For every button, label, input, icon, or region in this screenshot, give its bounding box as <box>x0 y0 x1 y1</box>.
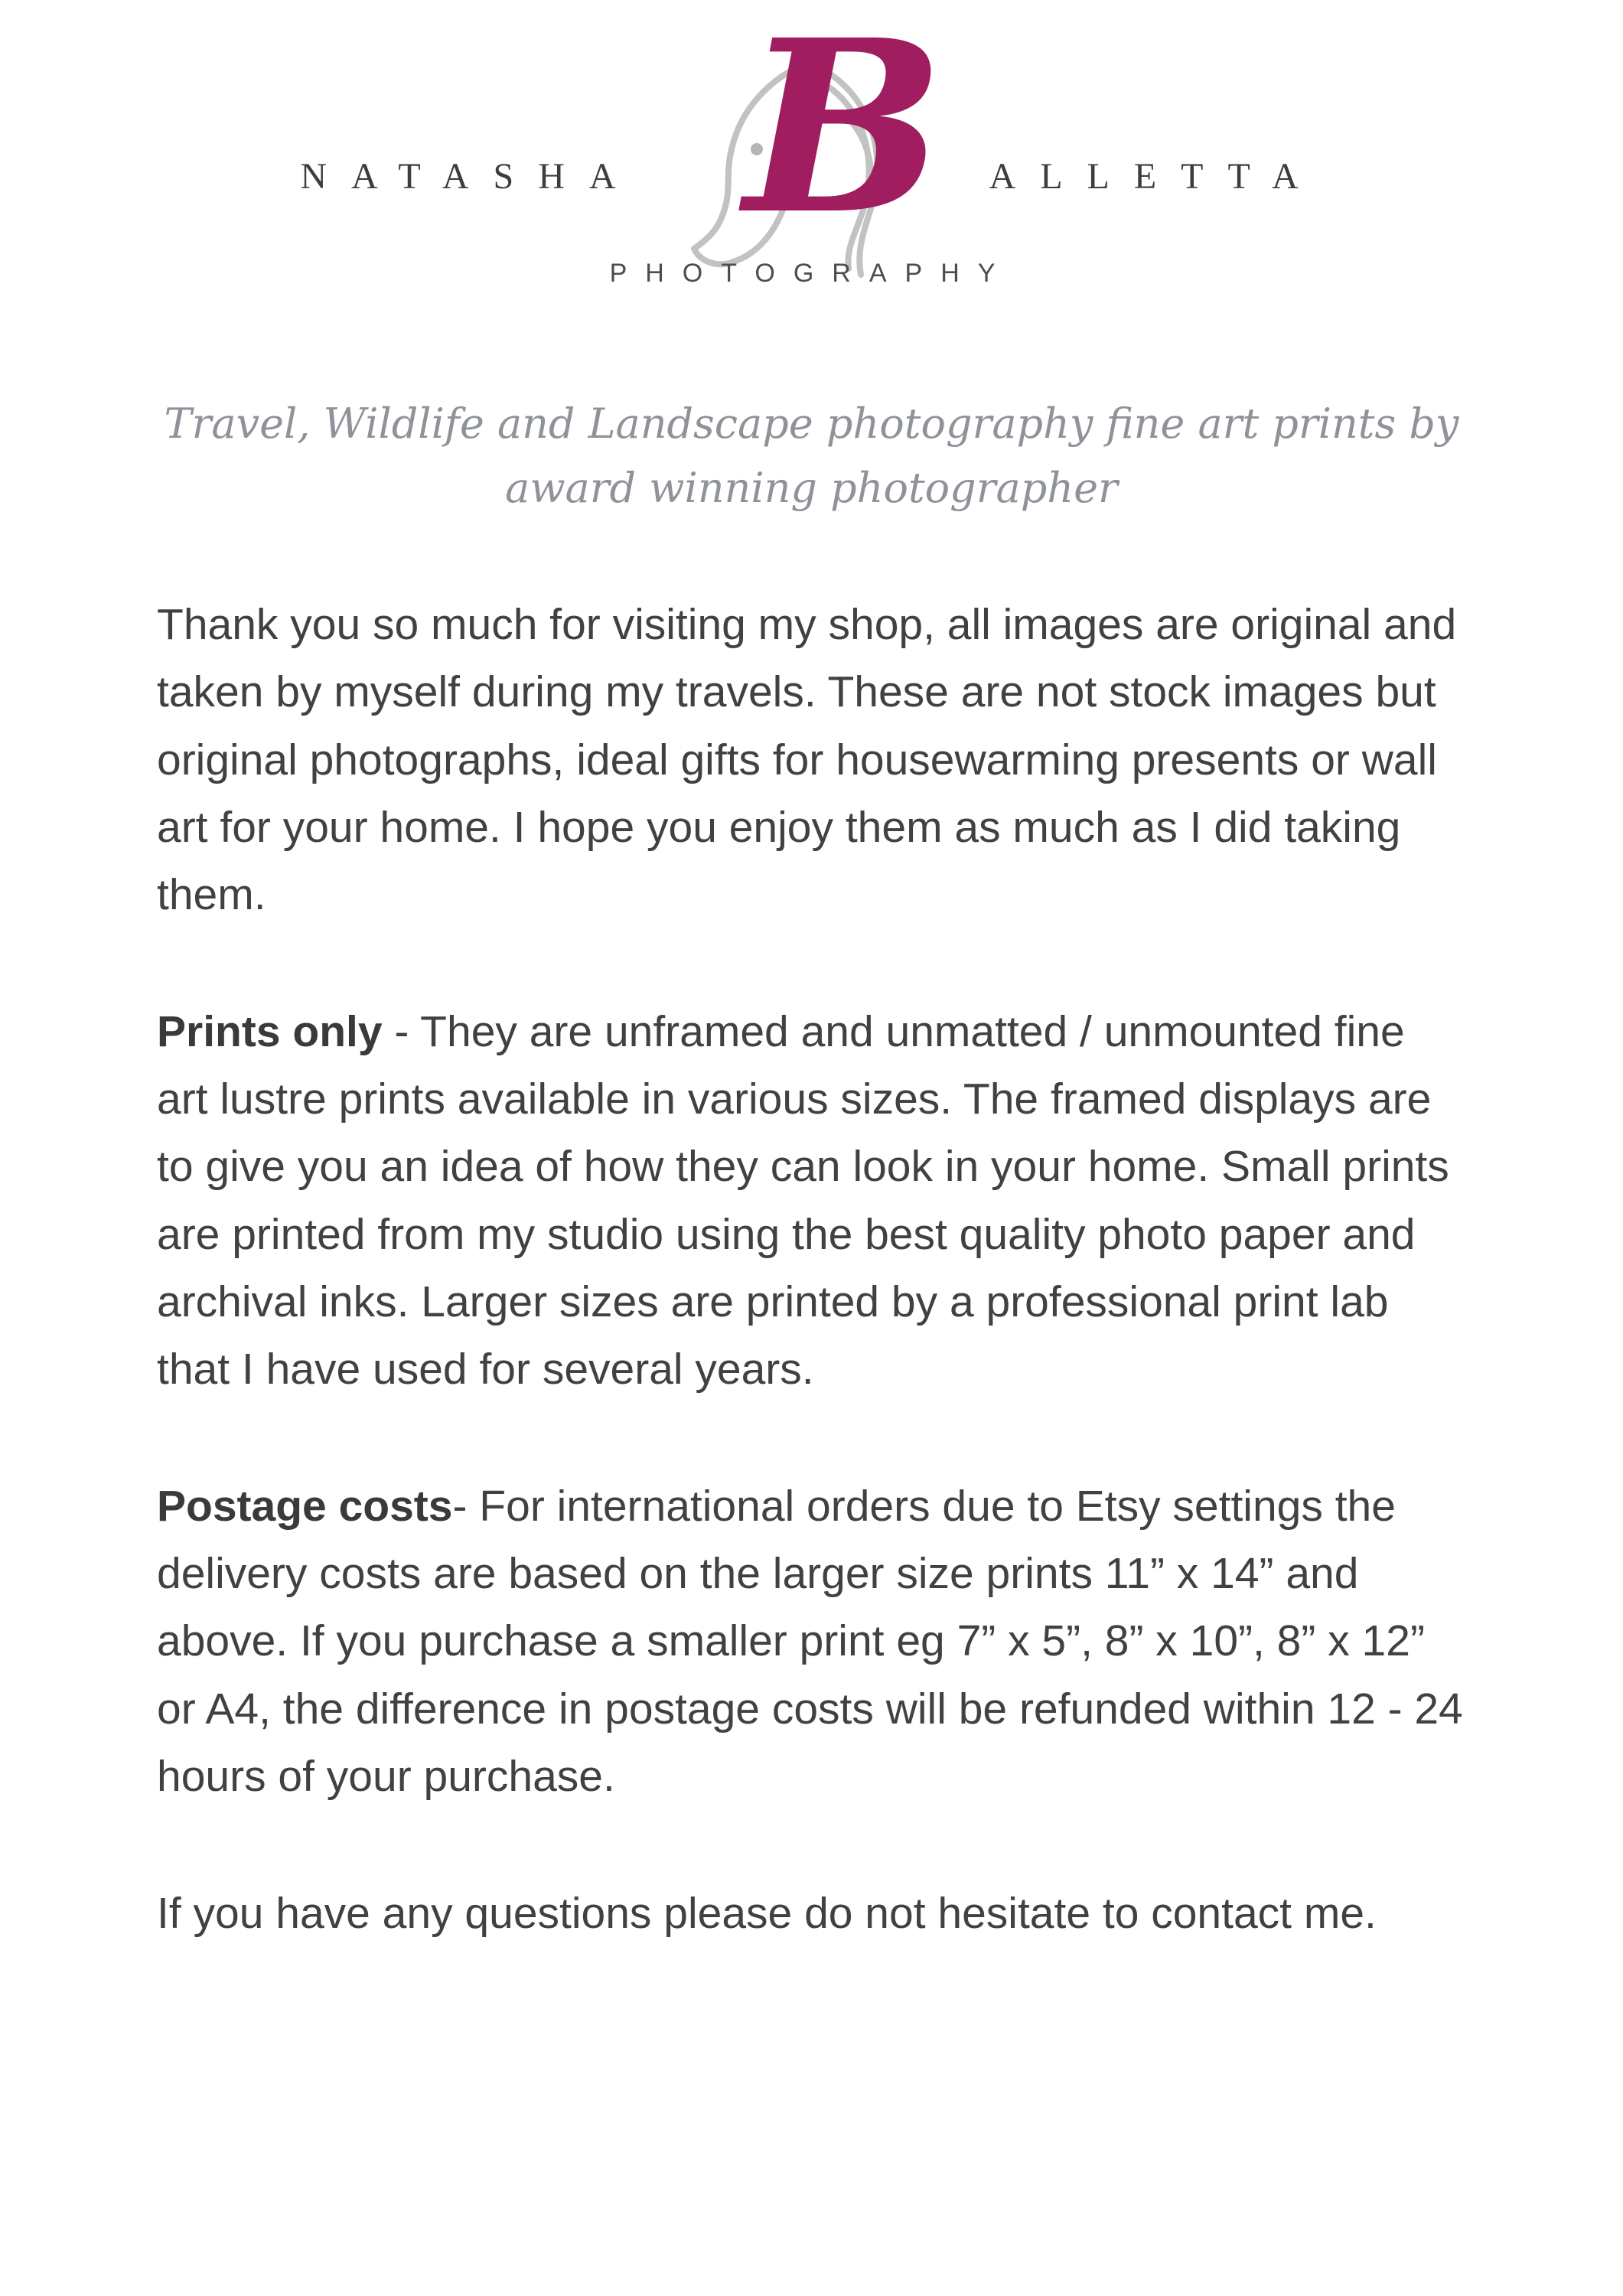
logo-mark <box>647 0 983 295</box>
paragraph-intro <box>157 591 1467 929</box>
paragraph-lead: Postage costs <box>157 1481 453 1531</box>
paragraph-postage-costs <box>157 1473 1467 1811</box>
logo-name-left: NATASHA <box>300 155 640 197</box>
logo <box>0 0 1623 295</box>
paragraph-contact <box>157 1880 1467 1947</box>
body-copy <box>157 591 1467 2016</box>
paragraph-text: - For international orders due to Etsy settings the delivery costs are based on the larger size prints 11” x 14” and above. If you purchase a smaller print eg 7” x 5”, 8” x 10”, 8” x 12” or A4, the difference in postage costs will be refunded within 12 - 24 hours of your purchase. <box>157 1481 1463 1802</box>
logo-name-right: ALLETTA <box>989 155 1323 197</box>
paragraph-text: - They are unframed and unmatted / unmounted fine art lustre prints available in various sizes. The framed displays are to give you an idea of how they can look in your home. Small prints are printed from my studio using the best quality photo paper and archival inks. Larger sizes are printed by a professional print lab that I have used for several years. <box>157 1006 1449 1394</box>
paragraph-text: Thank you so much for visiting my shop, all images are original and taken by myself during my travels. These are not stock images but original photographs, ideal gifts for housewarming presents or wall art for your home. I hope you enjoy them as much as I did taking them. <box>157 600 1457 920</box>
logo-subtitle: PHOTOGRAPHY <box>609 259 1014 288</box>
tagline: Travel, Wildlife and Landscape photography fine art prints by award winning photographer <box>164 400 1459 512</box>
paragraph-prints-only <box>157 998 1467 1404</box>
paragraph-text: If you have any questions please do not hesitate to contact me. <box>157 1888 1377 1938</box>
logo-monogram: B <box>744 0 945 267</box>
paragraph-lead: Prints only <box>157 1006 383 1056</box>
